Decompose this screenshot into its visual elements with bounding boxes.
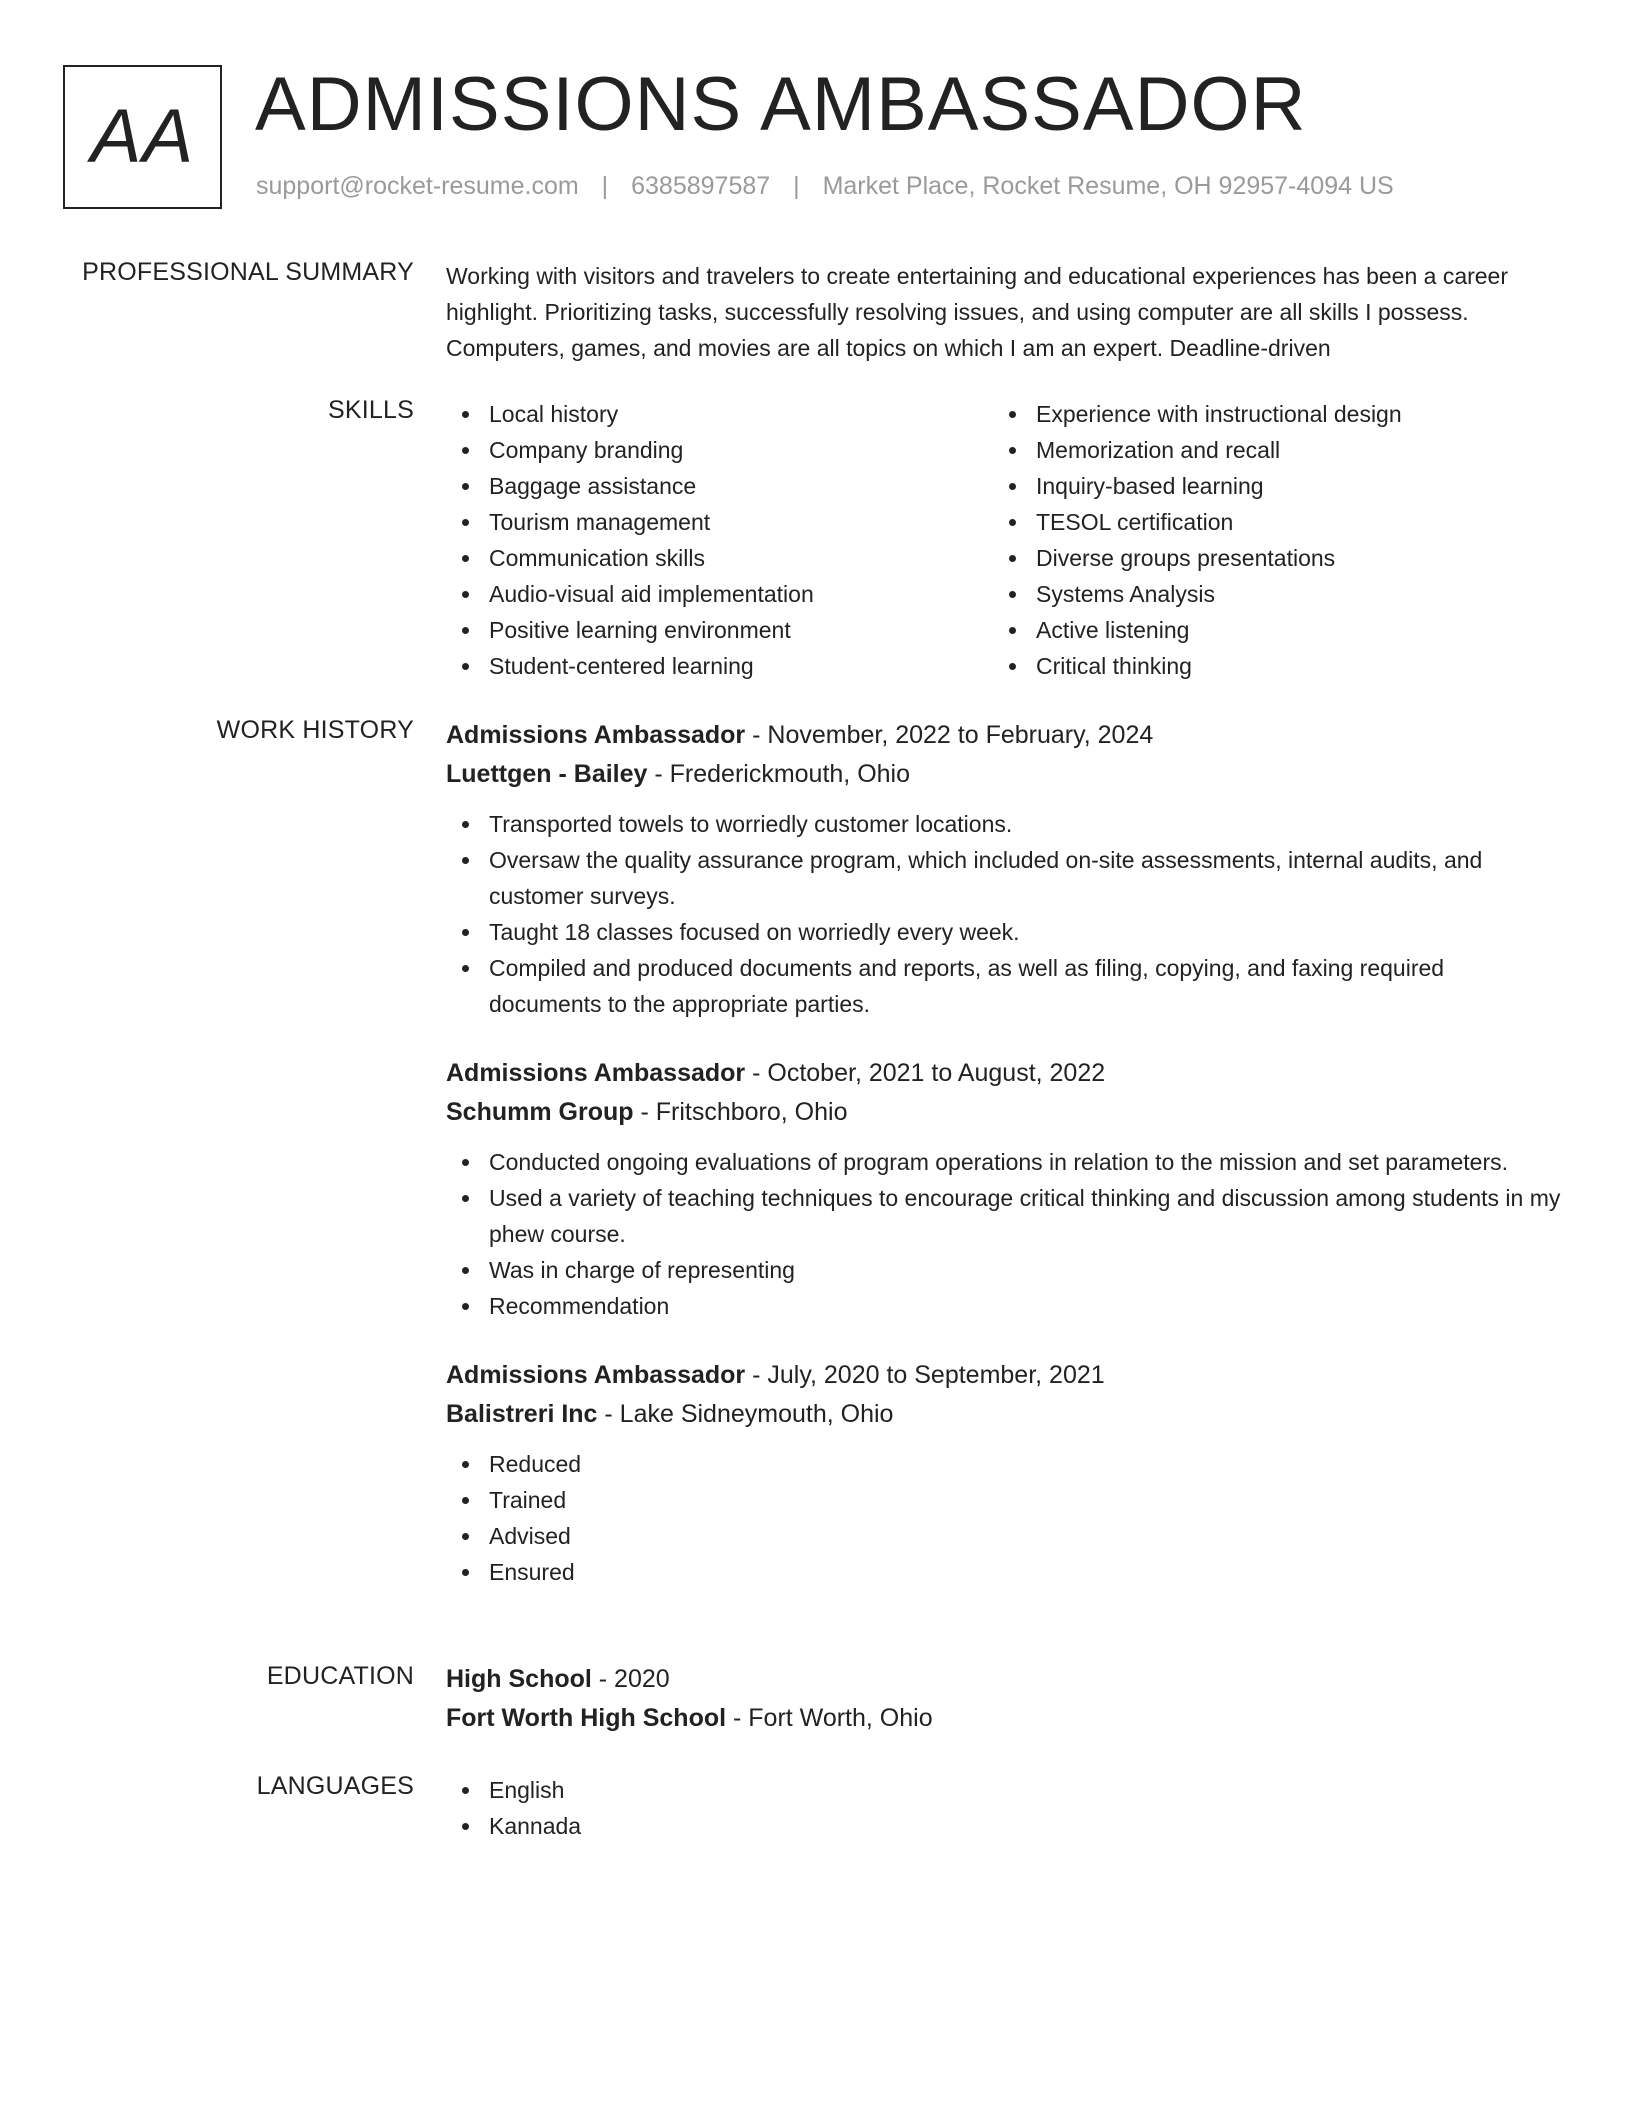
education-label: EDUCATION bbox=[266, 1662, 414, 1690]
job-company-line bbox=[446, 1092, 1561, 1132]
job-bullet: Compiled and produced documents and reports, as well as filing, copying, and faxing required documents to the appropriate parties. bbox=[446, 950, 1561, 1022]
job-bullet: Was in charge of representing bbox=[446, 1252, 1561, 1288]
job-company: Schumm Group bbox=[446, 1098, 634, 1126]
skill-item: Baggage assistance bbox=[446, 468, 993, 504]
candidate-name: ADMISSIONS AMBASSADOR bbox=[255, 62, 1307, 147]
job-company: Luettgen - Bailey bbox=[446, 760, 648, 788]
job-company-line bbox=[446, 1394, 1561, 1434]
job-location: - Fritschboro, Ohio bbox=[633, 1098, 848, 1126]
job-bullet: Oversaw the quality assurance program, which included on-site assessments, internal audits, and customer surveys. bbox=[446, 842, 1561, 914]
resume-header bbox=[63, 62, 1563, 210]
skill-item: Systems Analysis bbox=[993, 576, 1540, 612]
contact-line bbox=[256, 172, 1394, 201]
skill-item: Memorization and recall bbox=[993, 432, 1540, 468]
job-entry bbox=[446, 1054, 1561, 1324]
job-dates: - October, 2021 to August, 2022 bbox=[745, 1059, 1106, 1087]
job-bullet: Taught 18 classes focused on worriedly every week. bbox=[446, 914, 1561, 950]
job-bullet: Advised bbox=[446, 1518, 1561, 1554]
education-school-line bbox=[446, 1698, 1561, 1738]
job-bullet-list bbox=[446, 1446, 1561, 1590]
work-history-list bbox=[446, 716, 1561, 1622]
job-company: Balistreri Inc bbox=[446, 1400, 598, 1428]
job-bullet: Ensured bbox=[446, 1554, 1561, 1590]
job-bullet: Recommendation bbox=[446, 1288, 1561, 1324]
job-bullet: Reduced bbox=[446, 1446, 1561, 1482]
language-item: English bbox=[446, 1772, 1561, 1808]
language-item: Kannada bbox=[446, 1808, 1561, 1844]
job-company-line bbox=[446, 754, 1561, 794]
skill-item: Experience with instructional design bbox=[993, 396, 1540, 432]
skills-label: SKILLS bbox=[328, 396, 414, 424]
skill-item: Student-centered learning bbox=[446, 648, 993, 684]
job-dates: - July, 2020 to September, 2021 bbox=[745, 1361, 1105, 1389]
monogram-initials: AA bbox=[90, 94, 195, 179]
job-entry bbox=[446, 1356, 1561, 1590]
skill-item: TESOL certification bbox=[993, 504, 1540, 540]
skill-item: Diverse groups presentations bbox=[993, 540, 1540, 576]
job-bullet-list bbox=[446, 1144, 1561, 1324]
job-title-line bbox=[446, 1356, 1561, 1394]
monogram-badge bbox=[63, 65, 222, 209]
skills-columns bbox=[446, 396, 1561, 684]
education-year: - 2020 bbox=[591, 1665, 670, 1693]
summary-label: PROFESSIONAL SUMMARY bbox=[82, 258, 414, 286]
skill-item: Tourism management bbox=[446, 504, 993, 540]
job-bullet: Conducted ongoing evaluations of program operations in relation to the mission and set parameters. bbox=[446, 1144, 1561, 1180]
contact-email: support@rocket-resume.com bbox=[256, 172, 579, 200]
summary-text: Working with visitors and travelers to create entertaining and educational experiences has been a career highlight. Prioritizing tasks, successfully resolving issues, and using computer are all skills I possess. Computers, games, and movies are all topics on which I am an expert. Deadline-driven bbox=[446, 263, 1509, 361]
job-location: - Lake Sidneymouth, Ohio bbox=[597, 1400, 894, 1428]
education-entry bbox=[446, 1660, 1561, 1738]
contact-phone: 6385897587 bbox=[631, 172, 771, 200]
contact-separator: | bbox=[793, 172, 800, 200]
skill-item: Active listening bbox=[993, 612, 1540, 648]
skills-list-right bbox=[993, 396, 1540, 684]
work-history-label: WORK HISTORY bbox=[216, 716, 414, 744]
skill-item: Local history bbox=[446, 396, 993, 432]
job-bullet: Trained bbox=[446, 1482, 1561, 1518]
job-bullet: Transported towels to worriedly customer locations. bbox=[446, 806, 1561, 842]
job-title-line bbox=[446, 716, 1561, 754]
education-location: - Fort Worth, Ohio bbox=[726, 1704, 933, 1732]
education-degree: High School bbox=[446, 1665, 592, 1693]
skills-list-left bbox=[446, 396, 993, 684]
skill-item: Inquiry-based learning bbox=[993, 468, 1540, 504]
contact-separator: | bbox=[601, 172, 609, 200]
job-location: - Frederickmouth, Ohio bbox=[647, 760, 911, 788]
education-degree-line bbox=[446, 1660, 1561, 1698]
skill-item: Communication skills bbox=[446, 540, 993, 576]
job-bullet-list bbox=[446, 806, 1561, 1022]
contact-address: Market Place, Rocket Resume, OH 92957-4094 US bbox=[822, 172, 1394, 200]
job-title: Admissions Ambassador bbox=[446, 721, 746, 749]
job-title: Admissions Ambassador bbox=[446, 1059, 746, 1087]
skill-item: Audio-visual aid implementation bbox=[446, 576, 993, 612]
job-bullet: Used a variety of teaching techniques to encourage critical thinking and discussion among students in my phew course. bbox=[446, 1180, 1561, 1252]
education-school: Fort Worth High School bbox=[446, 1704, 727, 1732]
languages-label: LANGUAGES bbox=[256, 1772, 414, 1800]
skill-item: Critical thinking bbox=[993, 648, 1540, 684]
skill-item: Company branding bbox=[446, 432, 993, 468]
skill-item: Positive learning environment bbox=[446, 612, 993, 648]
job-title: Admissions Ambassador bbox=[446, 1361, 746, 1389]
job-title-line bbox=[446, 1054, 1561, 1092]
job-dates: - November, 2022 to February, 2024 bbox=[745, 721, 1154, 749]
job-entry bbox=[446, 716, 1561, 1022]
languages-list bbox=[446, 1772, 1561, 1844]
